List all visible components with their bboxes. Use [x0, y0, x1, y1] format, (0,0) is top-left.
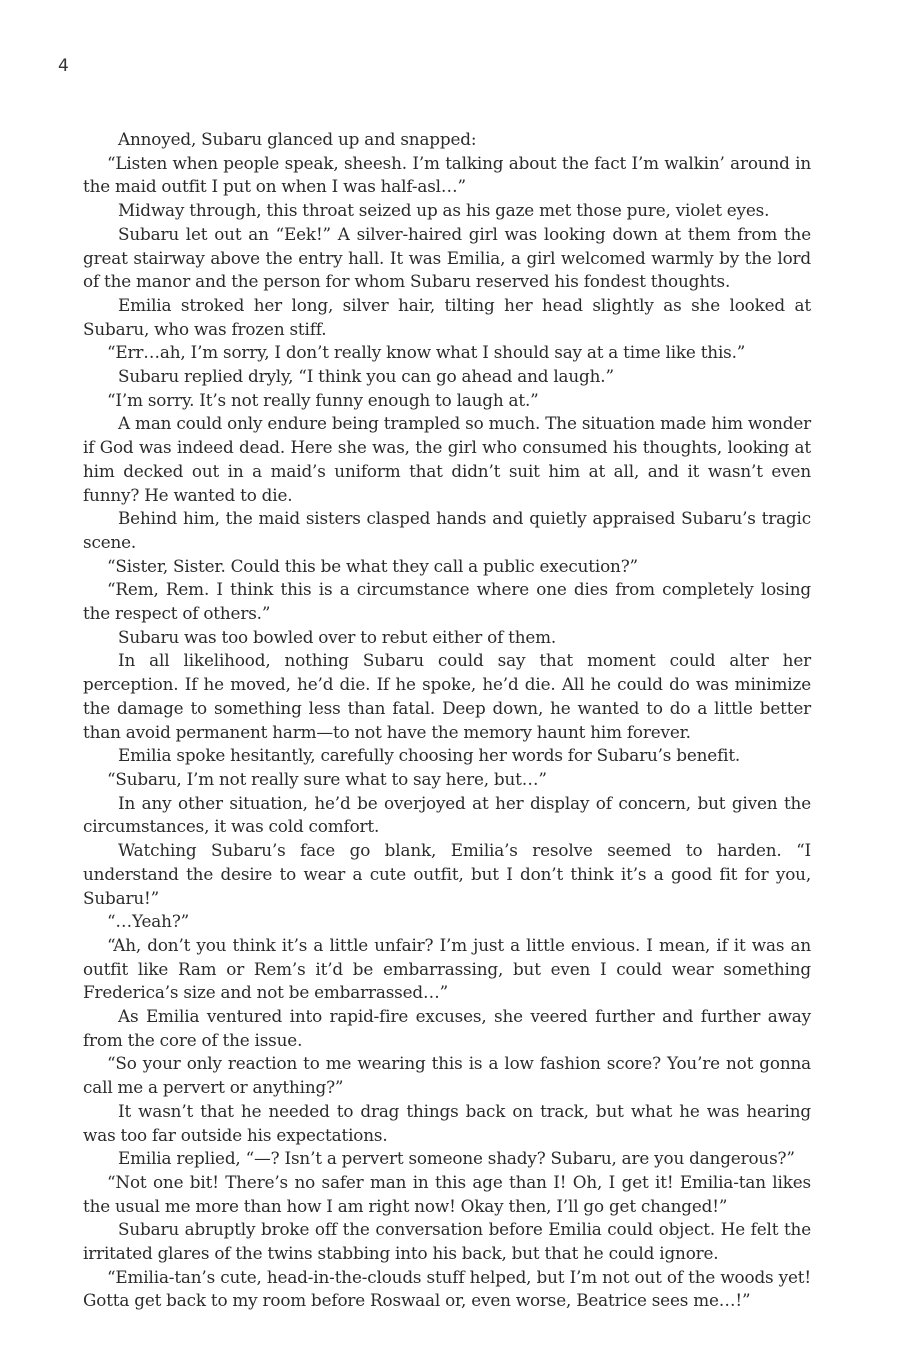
narration-paragraph: In all likelihood, nothing Subaru could say that moment could alter her perception. If he moved, he’d die. If he spoke, he’d die. All he could do was minimize the damage to something less than fatal. Deep down, he wanted to do a little better than avoid permanent harm—to not have the memory haunt him forever. [83, 650, 811, 742]
narration-paragraph: It wasn’t that he needed to drag things back on track, but what he was hearing was too far outside his expectations. [83, 1100, 811, 1145]
dialogue-paragraph: “Listen when people speak, sheesh. I’m talking about the fact I’m walkin’ around in the maid outfit I put on when I was half-asl…” [83, 152, 811, 197]
narration-paragraph: Subaru abruptly broke off the conversation before Emilia could object. He felt the irritated glares of the twins stabbing into his back, but that he could ignore. [83, 1219, 811, 1264]
body-text [83, 128, 811, 1313]
dialogue-paragraph: “So your only reaction to me wearing this is a low fashion score? You’re not gonna call me a pervert or anything?” [83, 1053, 811, 1098]
dialogue-paragraph: “Emilia-tan’s cute, head-in-the-clouds stuff helped, but I’m not out of the woods yet! Gotta get back to my room before Roswaal or, even worse, Beatrice sees me…!” [83, 1266, 811, 1311]
dialogue-paragraph: “Err…ah, I’m sorry, I don’t really know what I should say at a time like this.” [107, 342, 746, 363]
narration-paragraph: A man could only endure being trampled so much. The situation made him wonder if God was indeed dead. Here she was, the girl who consumed his thoughts, looking at him decked out in a maid’s uniform that didn’t suit him at all, and it wasn’t even funny? He wanted to die. [83, 413, 811, 505]
dialogue-paragraph: “Subaru, I’m not really sure what to say here, but…” [107, 768, 547, 789]
narration-paragraph: Emilia stroked her long, silver hair, tilting her head slightly as she looked at Subaru, who was frozen stiff. [83, 294, 811, 339]
dialogue-paragraph: “Rem, Rem. I think this is a circumstance where one dies from completely losing the respect of others.” [83, 579, 811, 624]
narration-paragraph: Emilia spoke hesitantly, carefully choosing her words for Subaru’s benefit. [118, 745, 741, 766]
dialogue-paragraph: “I’m sorry. It’s not really funny enough to laugh at.” [107, 389, 539, 410]
narration-paragraph: Emilia replied, “—? Isn’t a pervert someone shady? Subaru, are you dangerous?” [118, 1148, 795, 1169]
narration-paragraph: Midway through, this throat seized up as his gaze met those pure, violet eyes. [118, 200, 770, 221]
narration-paragraph: Subaru replied dryly, “I think you can go ahead and laugh.” [118, 366, 614, 387]
narration-paragraph: Subaru let out an “Eek!” A silver-haired girl was looking down at them from the great stairway above the entry hall. It was Emilia, a girl welcomed warmly by the lord of the manor and the person for whom Subaru reserved his fondest thoughts. [83, 223, 811, 292]
page-number: 4 [58, 56, 69, 76]
dialogue-paragraph: “Sister, Sister. Could this be what they call a public execution?” [107, 555, 638, 576]
narration-paragraph: Watching Subaru’s face go blank, Emilia’s resolve seemed to harden. “I understand the desire to wear a cute outfit, but I don’t think it’s a good fit for you, Subaru!” [83, 840, 811, 908]
narration-paragraph: Annoyed, Subaru glanced up and snapped: [118, 129, 477, 149]
narration-paragraph: In any other situation, he’d be overjoyed at her display of concern, but given the circumstances, it was cold comfort. [83, 792, 811, 837]
narration-paragraph: As Emilia ventured into rapid-fire excuses, she veered further and further away from the core of the issue. [83, 1006, 811, 1050]
dialogue-paragraph: “Ah, don’t you think it’s a little unfair? I’m just a little envious. I mean, if it was an outfit like Ram or Rem’s it’d be embarrassing, but even I could wear something Frederica’s size and not be embarrassed…” [83, 934, 811, 1003]
narration-paragraph: Subaru was too bowled over to rebut either of them. [118, 626, 557, 647]
narration-paragraph: Behind him, the maid sisters clasped hands and quietly appraised Subaru’s tragic scene. [83, 508, 811, 552]
dialogue-paragraph: “Not one bit! There’s no safer man in this age than I! Oh, I get it! Emilia-tan likes the usual me more than how I am right now! Okay then, I’ll go get changed!” [83, 1171, 811, 1216]
dialogue-paragraph: “…Yeah?” [107, 911, 190, 932]
